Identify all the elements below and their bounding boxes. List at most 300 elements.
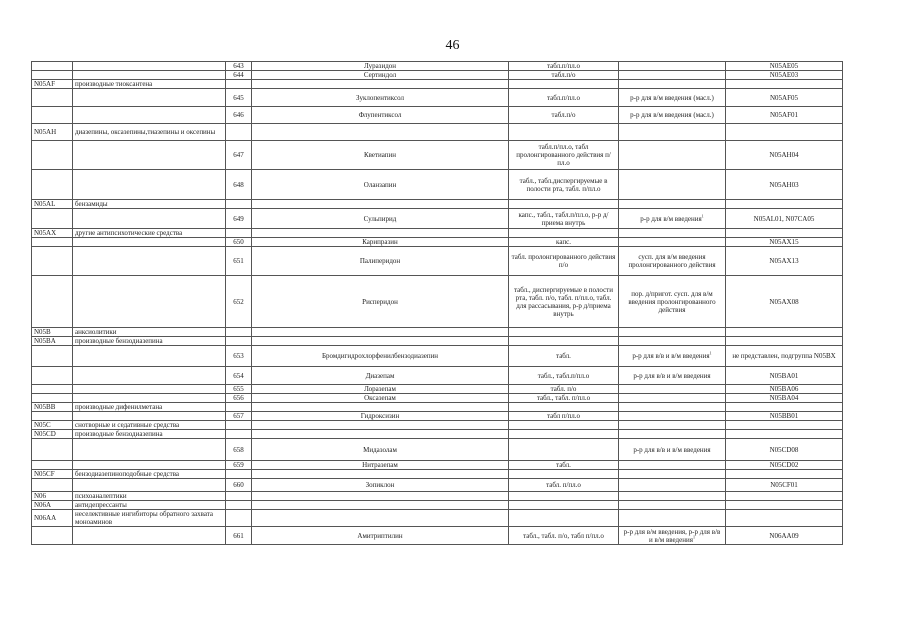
dosage-form-cell [509, 62, 619, 71]
atc-code-cell [726, 461, 843, 470]
row-number-text: 655 [233, 385, 244, 393]
group-name-cell [73, 492, 226, 501]
atc-group-code-cell [32, 107, 73, 124]
injection-form-cell [619, 346, 726, 367]
dosage-form-text: табл., табл.диспергируемые в полости рта, табл. п/пл.о [519, 176, 608, 193]
atc-code-text: N05BA04 [769, 394, 799, 402]
row-number-text: 650 [233, 238, 244, 246]
injection-form-cell [619, 492, 726, 501]
atc-code-text: N05AF01 [769, 111, 798, 119]
row-number-cell [226, 62, 252, 71]
group-name-cell [73, 385, 226, 394]
row-number-cell [226, 492, 252, 501]
atc-code-cell [726, 71, 843, 80]
table-row [32, 479, 843, 492]
atc-code-text: N05BA06 [769, 385, 799, 393]
drug-name-cell [252, 394, 509, 403]
atc-code-cell [726, 470, 843, 479]
atc-group-code-cell [32, 124, 73, 141]
atc-code-cell [726, 107, 843, 124]
table-row [32, 141, 843, 170]
dosage-form-text: табл. пролонгированного действия п/о [511, 253, 616, 269]
drug-name-cell [252, 501, 509, 510]
group-name-cell [73, 337, 226, 346]
group-name-cell [73, 367, 226, 385]
atc-code-cell [726, 430, 843, 439]
atc-code-cell [726, 141, 843, 170]
injection-form-cell [619, 247, 726, 276]
atc-code-cell [726, 62, 843, 71]
table-row [32, 238, 843, 247]
table-row [32, 200, 843, 209]
dosage-form-cell [509, 430, 619, 439]
table-row [32, 170, 843, 200]
table-row [32, 276, 843, 328]
table-row [32, 124, 843, 141]
row-number-text: 647 [233, 151, 244, 159]
row-number-cell [226, 479, 252, 492]
page-number: 46 [445, 38, 460, 53]
dosage-form-cell [509, 479, 619, 492]
drug-name-cell [252, 412, 509, 421]
atc-group-code-cell [32, 238, 73, 247]
row-number-cell [226, 247, 252, 276]
injection-form-cell [619, 385, 726, 394]
atc-group-code-text: N05CD [34, 430, 56, 438]
drug-name-cell [252, 238, 509, 247]
table-row [32, 367, 843, 385]
table-row [32, 492, 843, 501]
table-row [32, 62, 843, 71]
atc-group-code-cell [32, 141, 73, 170]
drug-name-cell [252, 492, 509, 501]
row-number-cell [226, 107, 252, 124]
group-name-text: психоаналептики [75, 492, 127, 500]
row-number-text: 653 [233, 352, 244, 360]
atc-code-cell [726, 501, 843, 510]
atc-code-cell [726, 238, 843, 247]
dosage-form-text: табл., табл. п/пл.о [536, 394, 591, 402]
dosage-form-cell [509, 337, 619, 346]
atc-group-code-text: N06A [34, 501, 52, 509]
dosage-form-cell [509, 200, 619, 209]
drug-name-cell [252, 479, 509, 492]
drug-name-text: Карипразин [362, 238, 398, 246]
row-number-cell [226, 470, 252, 479]
row-number-text: 646 [233, 111, 244, 119]
dosage-form-cell [509, 461, 619, 470]
atc-group-code-cell [32, 527, 73, 545]
dosage-form-text: капс., табл., табл.п/пл.о, р-р д/приема внутрь [518, 210, 609, 227]
drug-name-cell [252, 107, 509, 124]
atc-code-cell [726, 403, 843, 412]
atc-code-text: N05AF05 [769, 93, 798, 102]
injection-form-cell [619, 229, 726, 238]
dosage-form-cell [509, 141, 619, 170]
group-name-cell [73, 170, 226, 200]
group-name-cell [73, 229, 226, 238]
group-name-cell [73, 200, 226, 209]
dosage-form-cell [509, 247, 619, 276]
table-row [32, 89, 843, 107]
injection-form-text: р-р для в/м введения, р-р для в/в и в/м введения [623, 527, 721, 544]
drug-name-cell [252, 80, 509, 89]
group-name-text: антидепрессанты [75, 501, 127, 509]
dosage-form-cell [509, 439, 619, 461]
dosage-form-cell [509, 403, 619, 412]
group-name-text: производные тиоксантена [75, 80, 153, 88]
atc-group-code-cell [32, 200, 73, 209]
row-number-cell [226, 229, 252, 238]
injection-form-cell [619, 461, 726, 470]
table-row [32, 209, 843, 229]
injection-form-cell [619, 276, 726, 328]
row-number-cell [226, 346, 252, 367]
injection-form-text: р-р для в/в и в/м введения [633, 445, 711, 454]
injection-form-cell [619, 403, 726, 412]
row-number-cell [226, 439, 252, 461]
injection-form-cell [619, 510, 726, 527]
atc-code-text: N05AX13 [769, 257, 799, 265]
atc-group-code-cell [32, 385, 73, 394]
drug-name-cell [252, 62, 509, 71]
row-number-text: 652 [233, 297, 244, 306]
drug-name-cell [252, 247, 509, 276]
injection-form-cell [619, 421, 726, 430]
group-name-cell [73, 80, 226, 89]
atc-group-code-cell [32, 337, 73, 346]
group-name-cell [73, 238, 226, 247]
group-name-cell [73, 209, 226, 229]
group-name-text: бензамиды [75, 200, 108, 208]
injection-form-cell [619, 439, 726, 461]
group-name-text: диазепины, оксазепины,тиазепины и оксепины [75, 128, 216, 136]
row-number-text: 661 [233, 531, 244, 540]
dosage-form-cell [509, 346, 619, 367]
injection-form-cell [619, 501, 726, 510]
atc-code-cell [726, 385, 843, 394]
table-row [32, 337, 843, 346]
injection-form-text: р-р для в/м введения [640, 214, 702, 223]
atc-code-text: N05AX08 [769, 297, 799, 306]
atc-group-code-cell [32, 276, 73, 328]
group-name-cell [73, 62, 226, 71]
drug-name-cell [252, 229, 509, 238]
row-number-cell [226, 527, 252, 545]
atc-code-text: N05CD08 [769, 445, 799, 454]
atc-code-cell [726, 209, 843, 229]
dosage-form-cell [509, 71, 619, 80]
dosage-form-cell [509, 328, 619, 337]
dosage-form-text: табл.п/о [551, 71, 576, 79]
atc-code-cell [726, 479, 843, 492]
drug-name-text: Нитразепам [362, 461, 398, 469]
group-name-cell [73, 412, 226, 421]
atc-group-code-cell [32, 403, 73, 412]
drug-name-cell [252, 421, 509, 430]
injection-form-cell [619, 209, 726, 229]
injection-form-cell [619, 412, 726, 421]
injection-form-cell [619, 71, 726, 80]
dosage-form-cell [509, 229, 619, 238]
group-name-cell [73, 346, 226, 367]
dosage-form-cell [509, 276, 619, 328]
dosage-form-cell [509, 385, 619, 394]
group-name-cell [73, 421, 226, 430]
group-name-cell [73, 461, 226, 470]
row-number-cell [226, 412, 252, 421]
atc-code-text: N05AE05 [769, 62, 799, 70]
drug-name-text: Оланзапин [363, 180, 397, 189]
row-number-cell [226, 328, 252, 337]
drug-name-cell [252, 71, 509, 80]
table-row [32, 430, 843, 439]
atc-code-cell [726, 439, 843, 461]
dosage-form-cell [509, 492, 619, 501]
atc-group-code-text: N05B [34, 328, 51, 336]
row-number-cell [226, 367, 252, 385]
atc-group-code-text: N06 [34, 492, 47, 500]
drug-name-cell [252, 527, 509, 545]
drug-name-cell [252, 403, 509, 412]
drug-name-cell [252, 461, 509, 470]
row-number-text: 643 [233, 62, 244, 70]
atc-code-cell [726, 337, 843, 346]
row-number-cell [226, 385, 252, 394]
drug-name-text: Кветиапин [363, 151, 397, 159]
row-number-text: 659 [233, 461, 244, 469]
group-name-text: производные дифенилметана [75, 403, 163, 411]
footnote-marker: 1 [701, 213, 704, 219]
table-row [32, 403, 843, 412]
atc-group-code-text: N05CF [34, 470, 55, 478]
atc-group-code-cell [32, 89, 73, 107]
group-name-text: другие антипсихотические средства [75, 229, 183, 237]
dosage-form-text: табл.п/пл.о, табл пролонгированного действия п/пл.о [516, 143, 611, 167]
table-row [32, 80, 843, 89]
drug-table [31, 61, 843, 545]
dosage-form-text: табл. п/о [550, 385, 577, 393]
dosage-form-cell [509, 238, 619, 247]
dosage-form-text: табл. [556, 352, 571, 360]
drug-name-cell [252, 430, 509, 439]
drug-name-cell [252, 89, 509, 107]
atc-group-code-text: N05AX [34, 229, 57, 237]
drug-name-text: Сульпирид [363, 214, 397, 223]
table-row [32, 71, 843, 80]
row-number-cell [226, 337, 252, 346]
drug-name-text: Диазепам [365, 371, 395, 380]
injection-form-cell [619, 328, 726, 337]
atc-group-code-cell [32, 510, 73, 527]
dosage-form-cell [509, 209, 619, 229]
drug-name-cell [252, 367, 509, 385]
dosage-form-cell [509, 107, 619, 124]
atc-group-code-cell [32, 470, 73, 479]
group-name-cell [73, 328, 226, 337]
drug-name-text: Амитриптилин [357, 531, 403, 540]
dosage-form-text: табл п/пл.о [546, 412, 581, 420]
injection-form-cell [619, 394, 726, 403]
drug-name-text: Гидроксизин [360, 412, 400, 420]
atc-code-text: N05AH04 [769, 151, 799, 159]
drug-name-text: Мидазолам [363, 445, 397, 454]
atc-group-code-cell [32, 501, 73, 510]
injection-form-text: сусп. для в/м введения пролонгированного действия [628, 253, 716, 269]
atc-code-cell [726, 492, 843, 501]
atc-group-code-cell [32, 170, 73, 200]
atc-code-text: N05AL01, N07CA05 [753, 214, 815, 223]
group-name-text: анксиолитики [75, 328, 117, 336]
row-number-text: 648 [233, 180, 244, 189]
group-name-cell [73, 71, 226, 80]
atc-code-cell [726, 510, 843, 527]
injection-form-cell [619, 62, 726, 71]
row-number-text: 651 [233, 257, 244, 265]
injection-form-cell [619, 200, 726, 209]
atc-group-code-cell [32, 394, 73, 403]
row-number-text: 656 [233, 394, 244, 402]
atc-code-cell [726, 200, 843, 209]
atc-group-code-cell [32, 430, 73, 439]
atc-code-text: N05AE03 [769, 71, 799, 79]
table-row [32, 439, 843, 461]
atc-code-cell [726, 247, 843, 276]
row-number-cell [226, 80, 252, 89]
footnote-marker: 1 [692, 534, 695, 540]
row-number-text: 657 [233, 412, 244, 420]
drug-name-cell [252, 385, 509, 394]
drug-name-cell [252, 124, 509, 141]
atc-group-code-cell [32, 439, 73, 461]
atc-code-cell [726, 328, 843, 337]
row-number-cell [226, 200, 252, 209]
atc-code-text: не представлен, подгруппа N05BX [732, 352, 836, 360]
atc-code-cell [726, 89, 843, 107]
injection-form-cell [619, 470, 726, 479]
drug-name-cell [252, 170, 509, 200]
drug-name-text: Палиперидон [359, 257, 401, 265]
row-number-cell [226, 501, 252, 510]
group-name-cell [73, 89, 226, 107]
atc-code-text: N06AA09 [769, 531, 799, 540]
atc-code-cell [726, 170, 843, 200]
group-name-cell [73, 510, 226, 527]
dosage-form-text: табл.п/пл.о [546, 93, 581, 102]
drug-name-cell [252, 439, 509, 461]
atc-code-cell [726, 394, 843, 403]
row-number-cell [226, 124, 252, 141]
table-row [32, 501, 843, 510]
atc-code-cell [726, 229, 843, 238]
dosage-form-cell [509, 470, 619, 479]
drug-name-cell [252, 328, 509, 337]
dosage-form-text: табл., табл.п/пл.о [537, 371, 590, 380]
drug-name-cell [252, 200, 509, 209]
drug-name-text: Сертиндол [363, 71, 397, 79]
atc-group-code-text: N05AF [34, 80, 56, 88]
atc-group-code-cell [32, 492, 73, 501]
atc-group-code-cell [32, 80, 73, 89]
group-name-text: бензодиазепиноподобные средства [75, 470, 180, 478]
drug-name-text: Бромдигидрохлорфенилбензодиазепин [321, 352, 439, 360]
row-number-cell [226, 394, 252, 403]
injection-form-text: р-р для в/в и в/м введения [633, 371, 711, 380]
atc-group-code-cell [32, 461, 73, 470]
dosage-form-text: табл.п/о [551, 111, 576, 119]
table-row [32, 394, 843, 403]
injection-form-text: р-р для в/м введения (масл.) [630, 111, 714, 119]
group-name-cell [73, 430, 226, 439]
atc-group-code-cell [32, 62, 73, 71]
atc-code-cell [726, 80, 843, 89]
row-number-cell [226, 170, 252, 200]
drug-name-text: Оксазепам [364, 394, 396, 402]
dosage-form-cell [509, 89, 619, 107]
atc-code-cell [726, 346, 843, 367]
group-name-cell [73, 527, 226, 545]
group-name-cell [73, 107, 226, 124]
table-row [32, 461, 843, 470]
dosage-form-cell [509, 501, 619, 510]
injection-form-cell [619, 367, 726, 385]
injection-form-text: р-р для в/в и в/м введения [632, 352, 710, 360]
group-name-cell [73, 124, 226, 141]
row-number-cell [226, 430, 252, 439]
injection-form-cell [619, 89, 726, 107]
atc-group-code-cell [32, 412, 73, 421]
drug-name-cell [252, 141, 509, 170]
row-number-text: 644 [233, 71, 244, 79]
dosage-form-cell [509, 80, 619, 89]
drug-name-text: Лоразепам [364, 385, 396, 393]
drug-name-cell [252, 209, 509, 229]
drug-name-text: Зопиклон [365, 481, 395, 489]
atc-group-code-cell [32, 367, 73, 385]
table-row [32, 229, 843, 238]
group-name-text: снотворные и седативные средства [75, 421, 180, 429]
injection-form-cell [619, 124, 726, 141]
drug-name-text: Зуклопентиксол [355, 93, 405, 102]
atc-group-code-cell [32, 247, 73, 276]
atc-code-cell [726, 412, 843, 421]
atc-code-text: N05AH03 [769, 180, 799, 189]
atc-group-code-text: N05AH [34, 128, 57, 136]
atc-group-code-cell [32, 479, 73, 492]
injection-form-cell [619, 238, 726, 247]
dosage-form-text: табл., диспергируемые в полости рта, табл. п/о, табл. п/пл.о, табл. для рассасывания, р-р д/приема внутрь [514, 285, 613, 318]
row-number-cell [226, 276, 252, 328]
group-name-cell [73, 276, 226, 328]
atc-code-text: N05CF01 [770, 481, 798, 489]
drug-name-text: Рисперидон [362, 297, 398, 306]
injection-form-cell [619, 107, 726, 124]
row-number-cell [226, 209, 252, 229]
dosage-form-text: табл.п/пл.о [546, 62, 581, 70]
injection-form-text: пор. д/пригот. сусп. для в/м введения пролонгированного действия [628, 289, 716, 314]
table-row [32, 328, 843, 337]
group-name-text: производные бензодиазепина [75, 337, 163, 345]
drug-name-cell [252, 346, 509, 367]
row-number-text: 658 [233, 445, 244, 454]
atc-code-text: N05BB01 [769, 412, 799, 420]
atc-group-code-cell [32, 229, 73, 238]
atc-code-text: N05BA01 [769, 371, 799, 380]
atc-group-code-text: N05AL [34, 200, 56, 208]
atc-group-code-cell [32, 209, 73, 229]
atc-group-code-text: N06AA [34, 514, 57, 522]
injection-form-cell [619, 141, 726, 170]
